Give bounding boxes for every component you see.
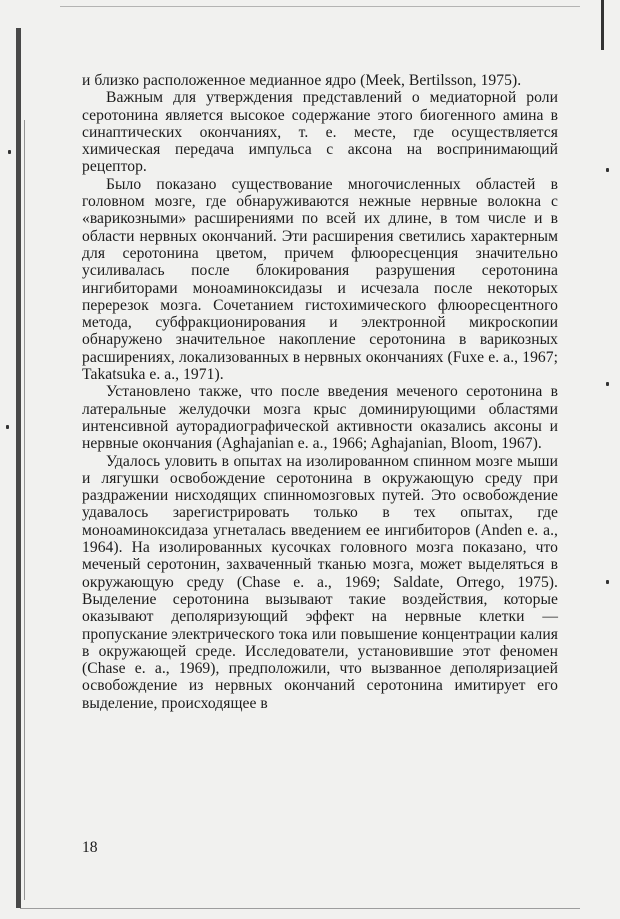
margin-speck <box>606 580 609 584</box>
paragraph-2: Важным для утверждения представлений о медиаторной роли серотонина является высокое содержание этого биогенного амина в синаптических окончаниях, т. е. месте, где осуществляется химическая передача импульса с аксона на воспринимающий рецептор. <box>82 89 558 176</box>
page-edge-right <box>601 0 604 50</box>
page-edge-left-thin <box>24 120 25 900</box>
paragraph-3: Было показано существование многочисленных областей в головном мозге, где обнаруживаются нежные нервные волокна с «варикозными» расширениями по всей их длине, в том числе и в области нервных окончаний. Эти расширения светились характерным для серотонина цветом, причем флюоресценция значительно усиливалась после блокирования разрушения серотонина ингибиторами моноаминоксидазы и исчезала после некоторых перерезок мозга. Сочетанием гистохимического флюоресцентного метода, субфракционирования и электронной микроскопии обнаружено значительное накопление серотонина в варикозных расширениях, локализованных в нервных окончаниях (Fuxe e. a., 1967; Takatsuka e. a., 1971). <box>82 175 558 384</box>
margin-speck <box>8 150 11 154</box>
top-rule <box>60 6 580 7</box>
body-text <box>82 72 558 712</box>
page-edge-left <box>16 28 21 908</box>
paragraph-4: Установлено также, что после введения меченого серотонина в латеральные желудочки мозга крыс доминирующими областями интенсивной ауторадиографической активности оказались аксоны и нервные окончания (Aghajanian e. a., 1966; Aghajanian, Bloom, 1967). <box>82 383 558 453</box>
page-number: 18 <box>82 839 98 856</box>
paragraph-1: и близко расположенное медианное ядро (Meek, Bertilsson, 1975). <box>82 72 522 89</box>
margin-speck <box>606 168 609 172</box>
margin-speck <box>6 425 9 429</box>
paragraph-5: Удалось уловить в опытах на изолированном спинном мозге мыши и лягушки освобождение серотонина в окружающую среду при раздражении нисходящих спинномозговых путей. Это освобождение удавалось зарегистрировать только в тех опытах, где моноаминоксидаза угнеталась введением ее ингибиторов (Anden e. a., 1964). На изолированных кусочках головного мозга показано, что меченый серотонин, захваченный тканью мозга, может выделяться в окружающую среду (Chase e. a., 1969; Saldate, Orrego, 1975). Выделение серотонина вызывают такие воздействия, которые оказывают деполяризующий эффект на нервные клетки — пропускание электрического тока или повышение концентрации калия в окружающей среде. Исследователи, установившие этот феномен (Chase e. a., 1969), предположили, что вызванное деполяризацией освобождение из нервных окончаний серотонина имитирует его выделение, происходящее в <box>82 452 558 712</box>
page-edge-bottom <box>20 908 580 909</box>
margin-speck <box>606 382 609 386</box>
